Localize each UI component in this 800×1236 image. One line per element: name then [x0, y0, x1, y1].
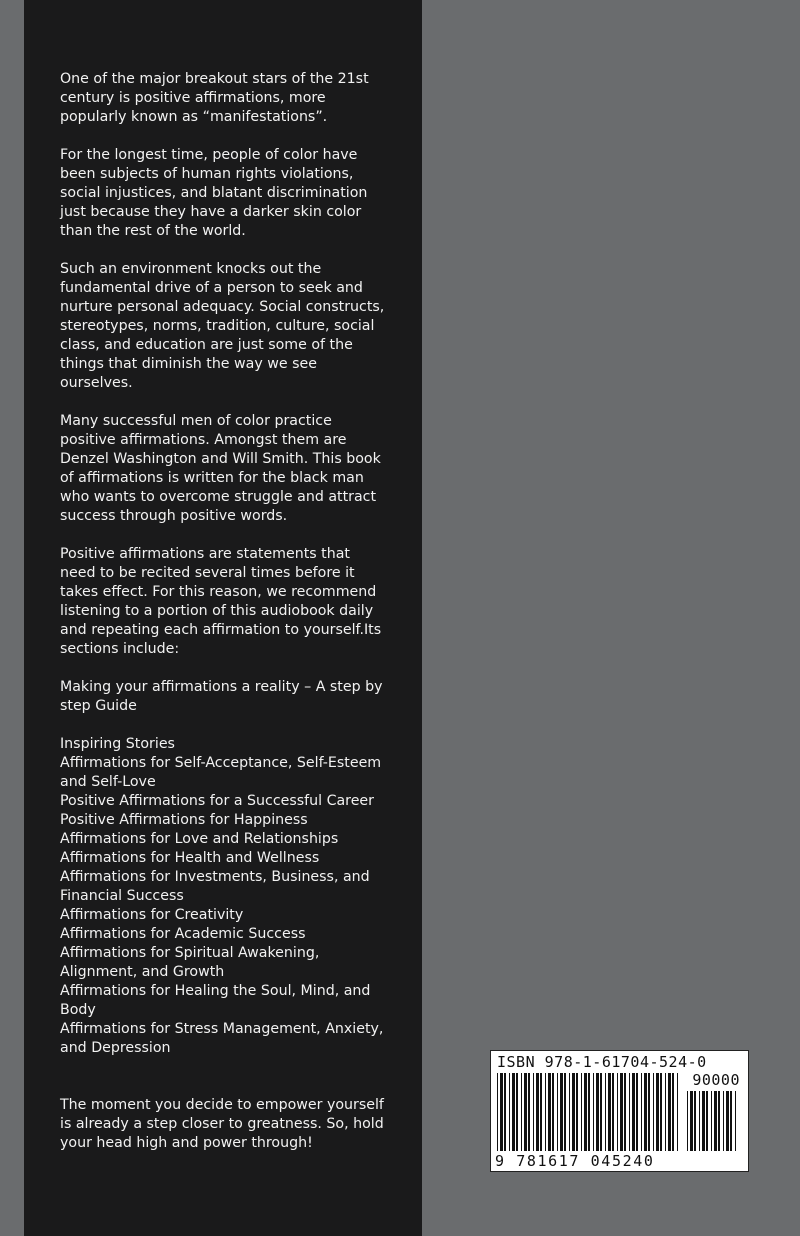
- section-item: Affirmations for Academic Success: [60, 926, 306, 942]
- price-addon-label: 90000: [692, 1071, 740, 1089]
- ean-digits: 9 781617 045240: [495, 1152, 655, 1170]
- paragraph: Making your affirmations a reality – A step by step Guide: [60, 679, 383, 714]
- paragraph: Such an environment knocks out the fundamental drive of a person to seek and nurture personal adequacy. Social constructs, stereotypes, norms, tradition, culture, social class, and education are just some of the things that diminish the way we see ourselves.: [60, 261, 385, 391]
- section-item: Affirmations for Creativity: [60, 907, 244, 923]
- sections-list: [60, 735, 385, 1058]
- left-edge-strip: [0, 0, 24, 1236]
- section-item: Affirmations for Health and Wellness: [60, 850, 320, 866]
- section-item: Affirmations for Healing the Soul, Mind, and Body: [60, 983, 371, 1018]
- section-item: Affirmations for Stress Management, Anxiety, and Depression: [60, 1021, 384, 1056]
- section-item: Affirmations for Investments, Business, and Financial Success: [60, 869, 370, 904]
- section-item: Affirmations for Love and Relationships: [60, 831, 339, 847]
- paragraph: Many successful men of color practice positive affirmations. Amongst them are Denzel Washington and Will Smith. This book of affirmations is written for the black man who wants to overcome struggle and attract success through positive words.: [60, 413, 381, 524]
- blurb: [60, 70, 385, 1153]
- section-item: Positive Affirmations for a Successful Career: [60, 793, 374, 809]
- paragraph: One of the major breakout stars of the 21st century is positive affirmations, more popularly known as “manifestations”.: [60, 71, 369, 125]
- paragraph: Positive affirmations are statements that need to be recited several times before it takes effect. For this reason, we recommend listening to a portion of this audiobook daily and repeating each affirmation to yourself.Its sections include:: [60, 546, 382, 657]
- section-item: Affirmations for Self-Acceptance, Self-Esteem and Self-Love: [60, 755, 382, 790]
- back-cover-text-panel: [24, 0, 422, 1236]
- closing-paragraph: The moment you decide to empower yourself is already a step closer to greatness. So, hold your head high and power through!: [60, 1097, 384, 1151]
- isbn-barcode: [490, 1050, 749, 1172]
- section-item: Affirmations for Spiritual Awakening, Alignment, and Growth: [60, 945, 320, 980]
- addon-barcode-bars: [687, 1091, 741, 1151]
- barcode-bars: [497, 1073, 683, 1151]
- section-item: Inspiring Stories: [60, 736, 175, 752]
- paragraph: For the longest time, people of color have been subjects of human rights violations, social injustices, and blatant discrimination just because they have a darker skin color than the rest of the world.: [60, 147, 368, 239]
- section-item: Positive Affirmations for Happiness: [60, 812, 308, 828]
- isbn-label: ISBN 978-1-61704-524-0: [497, 1053, 707, 1071]
